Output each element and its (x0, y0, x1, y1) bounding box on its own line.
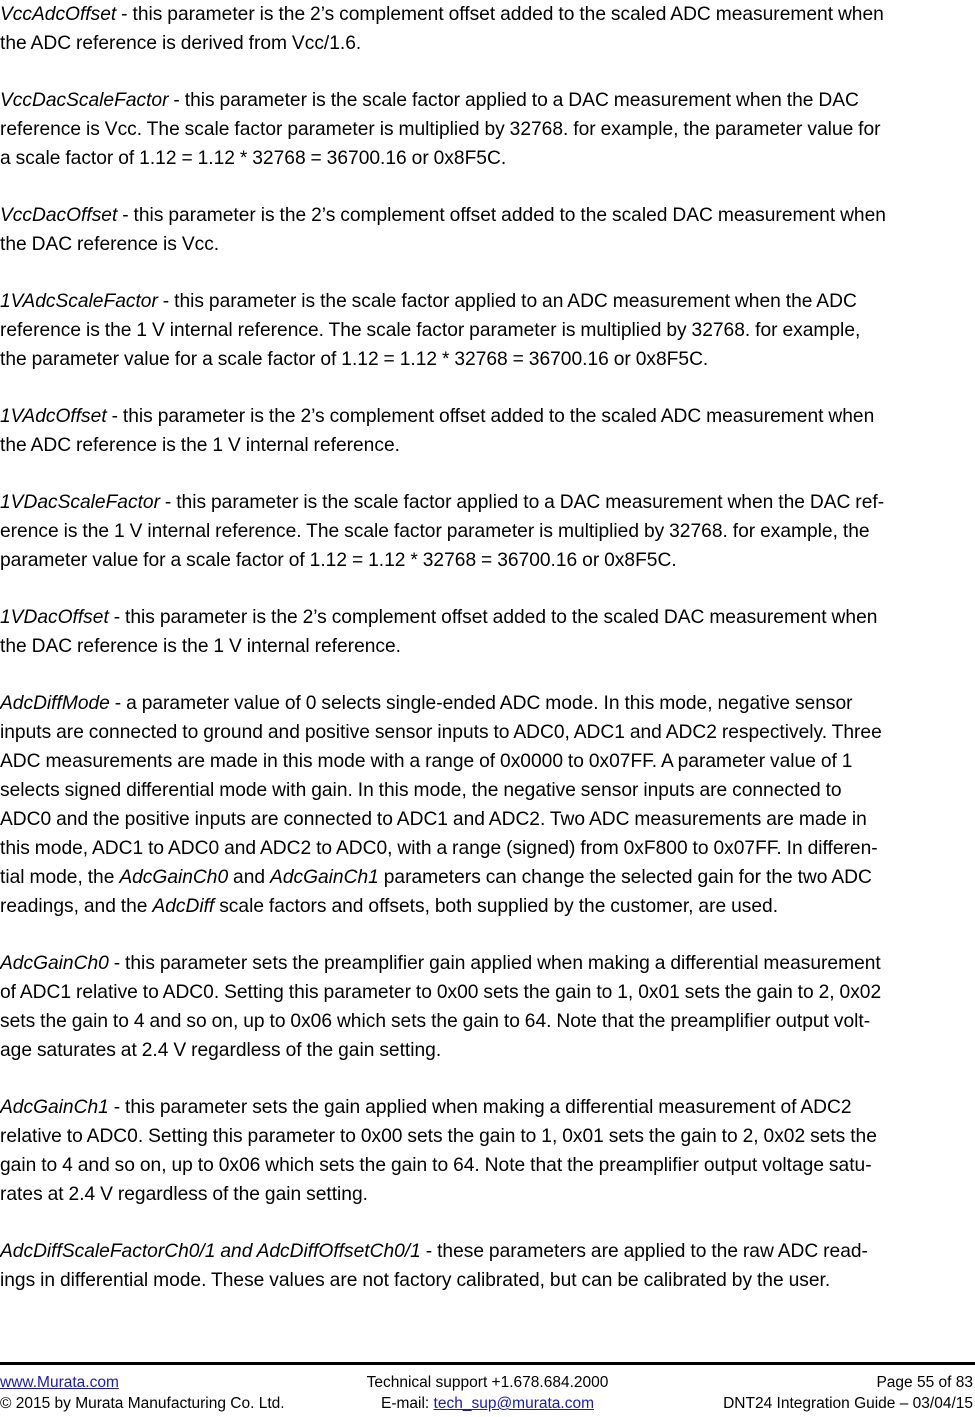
text-line (0, 1151, 972, 1180)
text-run: ADC measurements are made in this mode with a range of 0x0000 to 0x07FF. A parameter value of 1 (0, 751, 853, 772)
text-run: the parameter value for a scale factor of 1.12 = 1.12 * 32768 = 36700.16 or 0x8F5C. (0, 349, 709, 370)
copyright: © 2015 by Murata Manufacturing Co. Ltd. (0, 1395, 285, 1412)
paragraph-gap (0, 1065, 972, 1093)
text-run: a scale factor of 1.12 = 1.12 * 32768 = 36700.16 or 0x8F5C. (0, 148, 507, 169)
parameter-name: AdcDiff (152, 896, 215, 917)
text-run: - this parameter sets the gain applied when making a differential measurement of ADC2 (108, 1097, 852, 1118)
email-label: E-mail: (380, 1395, 434, 1412)
text-line (0, 632, 972, 661)
text-run: and (228, 867, 271, 888)
parameter-paragraph (0, 287, 972, 374)
text-line (0, 689, 972, 718)
paragraph-gap (0, 460, 972, 488)
text-line (0, 863, 972, 892)
parameter-name: VccAdcOffset (0, 4, 117, 25)
text-run: - this parameter sets the preamplifier gain applied when making a differential measurement (108, 953, 881, 974)
text-line (0, 603, 972, 632)
text-run: - this parameter is the scale factor applied to a DAC measurement when the DAC (168, 90, 859, 111)
website-link[interactable]: www.Murata.com (0, 1374, 119, 1391)
text-line (0, 345, 972, 374)
text-line (0, 431, 972, 460)
text-run: age saturates at 2.4 V regardless of the gain setting. (0, 1040, 442, 1061)
paragraph-gap (0, 575, 972, 603)
text-line (0, 488, 972, 517)
text-run: - this parameter is the 2’s complement offset added to the scaled ADC measurement when (106, 406, 875, 427)
page-number: Page 55 of 83 (876, 1374, 973, 1391)
technical-support: Technical support +1.678.684.2000 (366, 1374, 609, 1391)
paragraph-gap (0, 374, 972, 402)
text-line (0, 201, 972, 230)
text-run: sets the gain to 4 and so on, up to 0x06 which sets the gain to 64. Note that the preamplifier output volt- (0, 1011, 871, 1032)
text-line (0, 230, 972, 259)
text-run: - this parameter is the scale factor applied to an ADC measurement when the ADC (157, 291, 857, 312)
text-line (0, 115, 972, 144)
parameter-paragraph (0, 949, 972, 1065)
text-line (0, 1007, 972, 1036)
text-run: this mode, ADC1 to ADC0 and ADC2 to ADC0, with a range (signed) from 0xF800 to 0x07FF. In differen- (0, 838, 878, 859)
text-run: ings in differential mode. These values are not factory calibrated, but can be calibrated by the user. (0, 1270, 831, 1291)
text-run: - this parameter is the 2’s complement offset added to the scaled DAC measurement when (117, 205, 886, 226)
parameter-paragraph (0, 1237, 972, 1295)
parameter-name: 1VDacScaleFactor (0, 492, 160, 513)
text-line (0, 1266, 972, 1295)
text-line (0, 1036, 972, 1065)
parameter-name: AdcDiffScaleFactorCh0/1 and AdcDiffOffsetCh0/1 (0, 1241, 421, 1262)
text-line (0, 316, 972, 345)
paragraph-gap (0, 921, 972, 949)
text-line (0, 892, 972, 921)
text-line (0, 1093, 972, 1122)
text-line (0, 546, 972, 575)
text-line (0, 718, 972, 747)
text-line (0, 747, 972, 776)
parameter-paragraph (0, 603, 972, 661)
text-run: selects signed differential mode with gain. In this mode, the negative sensor inputs are connected to (0, 780, 842, 801)
text-run: - this parameter is the 2’s complement offset added to the scaled ADC measurement when (116, 4, 884, 25)
parameter-paragraph (0, 689, 972, 921)
parameter-name: 1VDacOffset (0, 607, 109, 628)
text-line (0, 144, 972, 173)
guide-title: DNT24 Integration Guide – 03/04/15 (723, 1395, 973, 1412)
text-run: readings, and the (0, 896, 153, 917)
text-line (0, 402, 972, 431)
email-link[interactable]: tech_sup@murata.com (433, 1395, 595, 1412)
text-line (0, 978, 972, 1007)
parameter-name: AdcGainCh0 (0, 953, 109, 974)
text-run: inputs are connected to ground and positive sensor inputs to ADC0, ADC1 and ADC2 respectively. Three (0, 722, 882, 743)
paragraph-gap (0, 173, 972, 201)
text-run: parameter value for a scale factor of 1.12 = 1.12 * 32768 = 36700.16 or 0x8F5C. (0, 550, 677, 571)
text-run: the DAC reference is Vcc. (0, 234, 220, 255)
text-run: - these parameters are applied to the raw ADC read- (420, 1241, 868, 1262)
parameter-paragraph (0, 86, 972, 173)
text-line (0, 776, 972, 805)
paragraph-gap (0, 259, 972, 287)
parameter-name: VccDacOffset (0, 205, 118, 226)
text-line (0, 834, 972, 863)
text-run: reference is Vcc. The scale factor parameter is multiplied by 32768. for example, the parameter value for (0, 119, 881, 140)
parameter-paragraph (0, 0, 972, 58)
text-run: the ADC reference is derived from Vcc/1.6. (0, 33, 362, 54)
parameter-name: VccDacScaleFactor (0, 90, 169, 111)
parameter-paragraph (0, 1093, 972, 1209)
parameter-name: AdcGainCh1 (270, 867, 379, 888)
parameter-name: 1VAdcScaleFactor (0, 291, 158, 312)
parameter-name: AdcGainCh1 (0, 1097, 109, 1118)
text-line (0, 1237, 972, 1266)
text-run: of ADC1 relative to ADC0. Setting this parameter to 0x00 sets the gain to 1, 0x01 sets the gain to 2, 0x02 (0, 982, 882, 1003)
text-run: the ADC reference is the 1 V internal reference. (0, 435, 400, 456)
paragraph-gap (0, 1209, 972, 1237)
text-line (0, 805, 972, 834)
text-run: gain to 4 and so on, up to 0x06 which sets the gain to 64. Note that the preamplifier output voltage satu- (0, 1155, 872, 1176)
parameter-name: AdcDiffMode (0, 693, 110, 714)
parameter-paragraph (0, 201, 972, 259)
text-line (0, 1122, 972, 1151)
parameter-name: AdcGainCh0 (119, 867, 229, 888)
text-line (0, 1180, 972, 1209)
paragraph-gap (0, 661, 972, 689)
text-run: reference is the 1 V internal reference. The scale factor parameter is multiplied by 32768. for example, (0, 320, 861, 341)
text-run: - this parameter is the 2’s complement offset added to the scaled DAC measurement when (108, 607, 878, 628)
text-run: tial mode, the (0, 867, 120, 888)
text-run: - this parameter is the scale factor applied to a DAC measurement when the DAC ref- (159, 492, 885, 513)
text-run: - a parameter value of 0 selects single-ended ADC mode. In this mode, negative sensor (109, 693, 853, 714)
text-line (0, 0, 972, 29)
parameter-paragraph (0, 488, 972, 575)
parameter-paragraph (0, 402, 972, 460)
paragraph-gap (0, 58, 972, 86)
text-run: parameters can change the selected gain for the two ADC (378, 867, 872, 888)
text-run: relative to ADC0. Setting this parameter to 0x00 sets the gain to 1, 0x01 sets the gain to 2, 0x02 sets the (0, 1126, 877, 1147)
text-run: scale factors and offsets, both supplied by the customer, are used. (214, 896, 779, 917)
text-run: ADC0 and the positive inputs are connected to ADC1 and ADC2. Two ADC measurements are made in (0, 809, 867, 830)
text-line (0, 29, 972, 58)
parameter-name: 1VAdcOffset (0, 406, 107, 427)
text-run: the DAC reference is the 1 V internal reference. (0, 636, 402, 657)
text-run: erence is the 1 V internal reference. The scale factor parameter is multiplied by 32768. for example, the (0, 521, 870, 542)
text-run: rates at 2.4 V regardless of the gain setting. (0, 1184, 368, 1205)
text-line (0, 517, 972, 546)
text-line (0, 287, 972, 316)
footer-divider (0, 1362, 975, 1365)
text-line (0, 86, 972, 115)
text-line (0, 949, 972, 978)
